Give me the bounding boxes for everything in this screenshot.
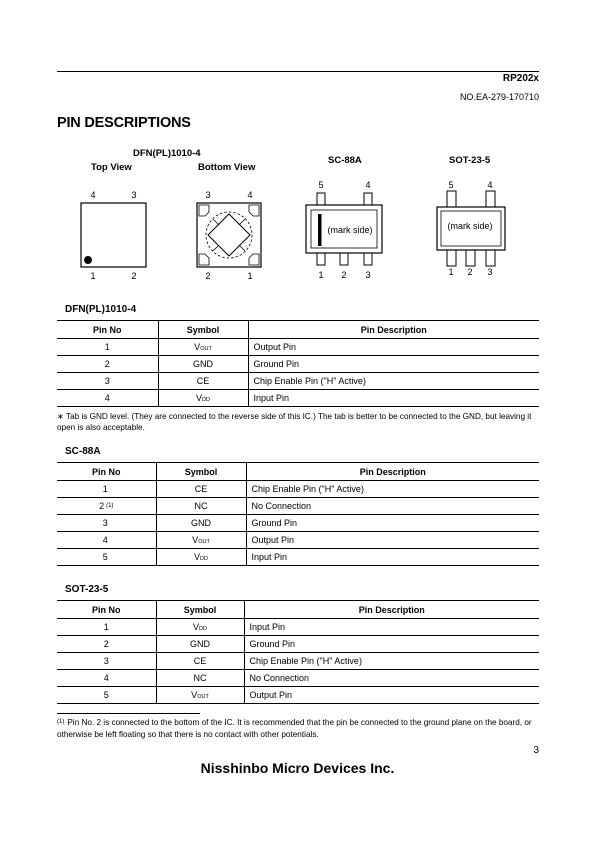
pin-no-cell: 1 (57, 339, 158, 356)
col-header-symbol: Symbol (156, 463, 246, 481)
symbol-cell: VDD (156, 619, 244, 636)
sc88a-pin-label: 1 (318, 270, 324, 280)
table-row (57, 636, 539, 653)
description-cell: Chip Enable Pin ("H" Active) (244, 653, 539, 670)
dfn-bottom-view-drawing (197, 190, 261, 281)
col-header-pin-no: Pin No (57, 463, 156, 481)
pin-no-cell: 4 (57, 670, 156, 687)
dfn-table-title: DFN(PL)1010-4 (65, 304, 137, 315)
package-drawings (0, 0, 595, 300)
sc88a-pin-label: 3 (365, 270, 371, 280)
pin-no-cell: 3 (57, 373, 158, 390)
footnote-text: Pin No. 2 is connected to the bottom of the IC. It is recommended that the pin be connected to the ground plane on the board, or otherwise be left floating so that there is no contact with other potentials. (57, 718, 532, 739)
pin-no-cell: 4 (57, 390, 158, 407)
table-row (57, 356, 539, 373)
sot235-drawing (437, 180, 505, 277)
table-header-row (57, 601, 539, 619)
table-row (57, 498, 539, 515)
description-cell: Input Pin (244, 619, 539, 636)
table-row (57, 687, 539, 704)
table-row (57, 549, 539, 566)
pin-no-cell: 2 (57, 356, 158, 373)
table-row (57, 373, 539, 390)
symbol-cell: GND (156, 636, 244, 653)
symbol-cell: NC (156, 498, 246, 515)
symbol-cell: VOUT (156, 532, 246, 549)
description-cell: No Connection (244, 670, 539, 687)
pin-no-cell: 4 (57, 532, 156, 549)
dfn-bottom-pin-label: 2 (205, 271, 211, 281)
pin-no-cell: 3 (57, 515, 156, 532)
dfn-top-pin-label: 4 (90, 190, 96, 200)
col-header-pin-no: Pin No (57, 601, 156, 619)
symbol-cell: VDD (158, 390, 248, 407)
description-cell: Output Pin (248, 339, 539, 356)
col-header-pin-description: Pin Description (246, 463, 539, 481)
sc88a-pin-table (57, 462, 539, 566)
symbol-cell: GND (158, 356, 248, 373)
sc88a-table-title: SC-88A (65, 446, 101, 457)
sc88a-pin-label: 2 (341, 270, 347, 280)
table-row (57, 481, 539, 498)
page-title: PIN DESCRIPTIONS (57, 115, 191, 131)
symbol-cell: CE (156, 481, 246, 498)
symbol-cell: NC (156, 670, 244, 687)
description-cell: Ground Pin (248, 356, 539, 373)
dfn-bottom-pin-label: 1 (247, 271, 253, 281)
dfn-top-view-label: Top View (91, 162, 132, 173)
col-header-symbol: Symbol (158, 321, 248, 339)
col-header-symbol: Symbol (156, 601, 244, 619)
table-row (57, 619, 539, 636)
symbol-cell: VDD (156, 549, 246, 566)
description-cell: Chip Enable Pin ("H" Active) (248, 373, 539, 390)
table-row (57, 390, 539, 407)
pin-no-cell: 5 (57, 549, 156, 566)
dfn-top-pin-label: 2 (131, 271, 137, 281)
sot235-pin-label: 1 (448, 267, 454, 277)
symbol-cell: CE (158, 373, 248, 390)
sot235-pin-label: 2 (467, 267, 473, 277)
pin1-marker-dot (84, 256, 92, 264)
description-cell: No Connection (246, 498, 539, 515)
dfn-package-label: DFN(PL)1010-4 (133, 148, 201, 159)
pin-no-cell: 3 (57, 653, 156, 670)
dfn-bottom-view-label: Bottom View (198, 162, 256, 173)
pin-no-cell: 1 (57, 619, 156, 636)
pin1-marker-bar (318, 214, 322, 246)
table-row (57, 532, 539, 549)
description-cell: Input Pin (246, 549, 539, 566)
dfn-bottom-pin-label: 4 (247, 190, 253, 200)
footnote-rule (57, 713, 200, 714)
col-header-pin-no: Pin No (57, 321, 158, 339)
sot235-mark-side-label: (mark side) (447, 221, 493, 231)
sot235-pin-label: 5 (448, 180, 454, 190)
footnote (57, 716, 539, 741)
dfn-top-pin-label: 3 (131, 190, 137, 200)
pin-no-cell: 2 (57, 636, 156, 653)
sc88a-pin-label: 5 (318, 180, 324, 190)
table-row (57, 653, 539, 670)
table-row (57, 670, 539, 687)
dfn-top-pin-label: 1 (90, 271, 96, 281)
pin-no-cell: 5 (57, 687, 156, 704)
sot235-pin-label: 3 (487, 267, 493, 277)
table-row (57, 515, 539, 532)
dfn-tab-note: ∗ Tab is GND level. (They are connected to the reverse side of this IC.) The tab is better to be connected to the GND, but leaving it open is also acceptable. (57, 412, 532, 432)
col-header-pin-description: Pin Description (248, 321, 539, 339)
dfn-pin-table (57, 320, 539, 407)
description-cell: Chip Enable Pin ("H" Active) (246, 481, 539, 498)
dfn-top-view-drawing (81, 190, 146, 281)
pin-no-cell: 2 $^{(1)}$ (57, 498, 156, 515)
symbol-cell: VOUT (158, 339, 248, 356)
description-cell: Ground Pin (246, 515, 539, 532)
sc88a-pin-label: 4 (365, 180, 371, 190)
sot235-table-title: SOT-23-5 (65, 584, 109, 595)
part-number: RP202x (502, 73, 539, 84)
sot235-package-label: SOT-23-5 (449, 155, 491, 166)
sc88a-mark-side-label: (mark side) (327, 225, 373, 235)
description-cell: Input Pin (248, 390, 539, 407)
pin-no-cell: 1 (57, 481, 156, 498)
footnote-mark: (1) (57, 719, 65, 725)
symbol-cell: CE (156, 653, 244, 670)
symbol-cell: GND (156, 515, 246, 532)
description-cell: Output Pin (244, 687, 539, 704)
footnote-reference: (1) (106, 503, 114, 509)
description-cell: Output Pin (246, 532, 539, 549)
dfn-bottom-pin-label: 3 (205, 190, 211, 200)
sc88a-drawing (306, 180, 382, 280)
sc88a-package-label: SC-88A (328, 155, 362, 166)
description-cell: Ground Pin (244, 636, 539, 653)
table-row (57, 339, 539, 356)
table-header-row (57, 463, 539, 481)
sot235-pin-table (57, 600, 539, 704)
company-name: Nisshinbo Micro Devices Inc. (200, 760, 395, 776)
page-number: 3 (533, 745, 539, 756)
document-number: NO.EA-279-170710 (459, 92, 539, 102)
table-header-row (57, 321, 539, 339)
sot235-pin-label: 4 (487, 180, 493, 190)
symbol-cell: VOUT (156, 687, 244, 704)
col-header-pin-description: Pin Description (244, 601, 539, 619)
